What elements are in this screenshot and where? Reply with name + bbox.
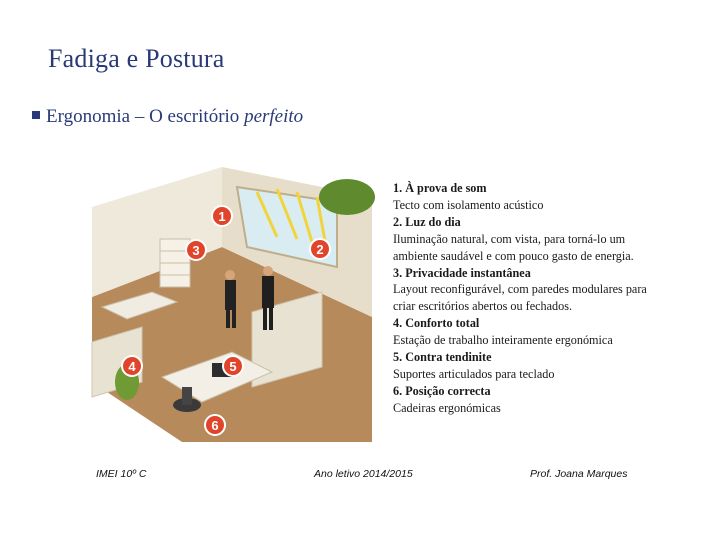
marker-4	[122, 356, 142, 376]
marker-5	[223, 356, 243, 376]
legend-heading-4: 4. Conforto total	[393, 316, 480, 331]
legend-heading-6: 6. Posição correcta	[393, 383, 491, 398]
legend-heading-5: 5. Contra tendinite	[393, 350, 492, 365]
footer-school-year: Ano letivo 2014/2015	[314, 468, 413, 480]
legend-desc-5: Suportes articulados para teclado	[393, 366, 555, 381]
marker-6-label: 6	[211, 418, 219, 433]
bullet-icon	[32, 111, 40, 119]
marker-3-label: 3	[192, 243, 200, 258]
marker-2-label: 2	[316, 242, 324, 257]
marker-1	[212, 206, 232, 226]
footer-class: IMEI 10º C	[96, 468, 147, 480]
legend-desc-2: Iluminação natural, com vista, para torná-lo um ambiente saudável e com pouco gasto de energia.	[393, 231, 634, 263]
subtitle-italic: perfeito	[244, 106, 304, 127]
footer-teacher: Prof. Joana Marques	[530, 468, 628, 480]
legend-heading-3: 3. Privacidade instantânea	[393, 265, 531, 280]
marker-3	[186, 240, 206, 260]
marker-5-label: 5	[229, 359, 237, 374]
legend-desc-3: Layout reconfigurável, com paredes modulares para criar escritórios abertos ou fechados.	[393, 282, 647, 314]
marker-2	[310, 239, 330, 259]
legend-desc-6: Cadeiras ergonómicas	[393, 400, 501, 415]
legend-heading-1: 1. À prova de som	[393, 181, 487, 195]
slide-title: Fadiga e Postura	[48, 44, 225, 73]
plant-top	[319, 179, 375, 215]
legend-desc-4: Estação de trabalho inteiramente ergonómica	[393, 333, 613, 348]
legend-heading-2: 2. Luz do dia	[393, 214, 461, 229]
legend-desc-1: Tecto com isolamento acústico	[393, 197, 544, 212]
marker-4-label: 4	[128, 359, 136, 374]
subtitle-text: Ergonomia – O escritório	[46, 106, 245, 127]
office-illustration	[72, 167, 382, 442]
office-illustration-svg	[72, 167, 382, 442]
marker-1-label: 1	[218, 209, 226, 224]
legend-list	[393, 180, 655, 417]
slide-subtitle	[32, 106, 303, 128]
marker-6	[205, 415, 225, 435]
